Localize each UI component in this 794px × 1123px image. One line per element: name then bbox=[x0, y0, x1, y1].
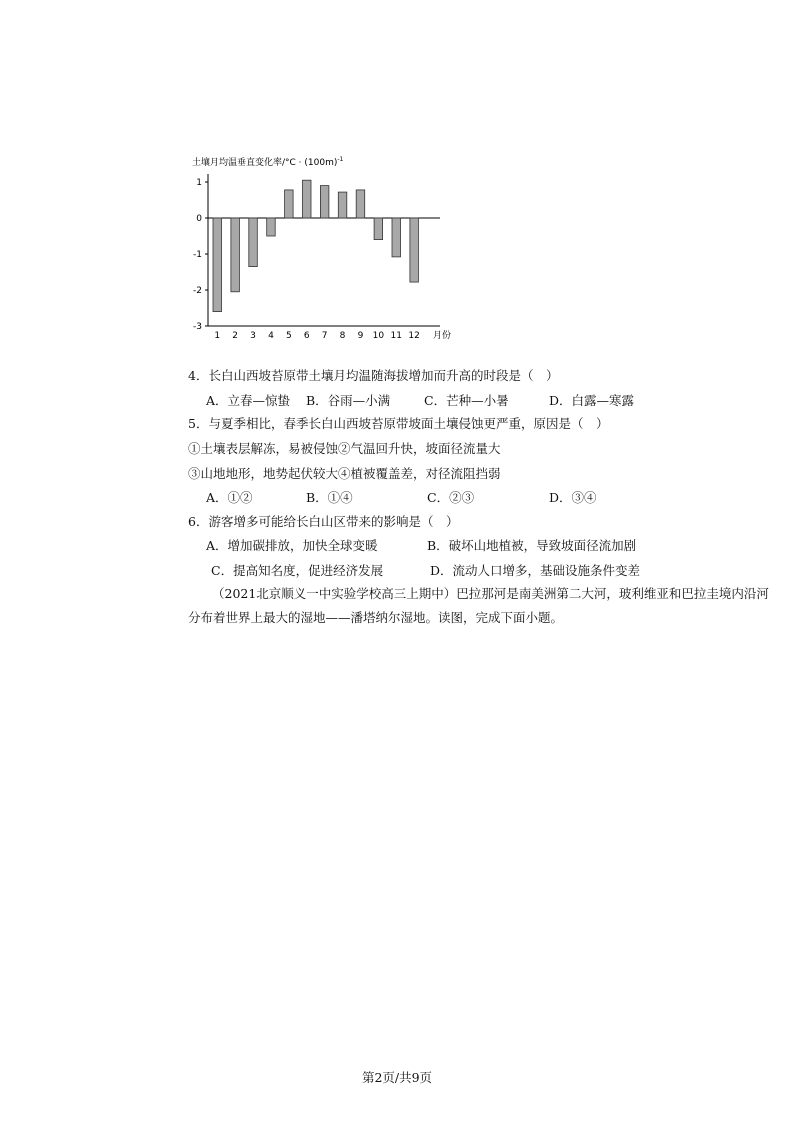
x-tick-label: 10 bbox=[372, 331, 385, 341]
question-6-stem: 6．游客增多可能给长白山区带来的影响是（ ） bbox=[188, 514, 459, 529]
page-footer: 第2页/共9页 bbox=[361, 1070, 433, 1085]
x-axis-label: 月份 bbox=[432, 331, 452, 341]
x-tick-label: 9 bbox=[357, 331, 364, 341]
bar-month-2 bbox=[231, 218, 240, 292]
bar-month-7 bbox=[320, 186, 329, 218]
q6-option-c: C．提高知名度，促进经济发展 bbox=[211, 563, 384, 578]
y-tick-label: -3 bbox=[193, 322, 202, 332]
q6-option-a: A．增加碳排放，加快全球变暖 bbox=[206, 538, 378, 553]
passage-line-2: 分布着世界上最大的湿地——潘塔纳尔湿地。读图，完成下面小题。 bbox=[188, 610, 564, 625]
x-tick-label: 4 bbox=[268, 331, 274, 341]
x-tick-label: 3 bbox=[250, 331, 256, 341]
x-tick-label: 6 bbox=[303, 331, 310, 341]
x-tick-label: 1 bbox=[214, 331, 221, 341]
bar-month-4 bbox=[267, 218, 276, 236]
bar-month-12 bbox=[410, 218, 419, 282]
x-tick-label: 8 bbox=[339, 331, 346, 341]
y-axis-label: 土壤月均温垂直变化率$/^\circ C \cdot (100m)^{-1}$ bbox=[192, 156, 344, 168]
chart-bars bbox=[213, 180, 418, 311]
bar-month-10 bbox=[374, 218, 383, 240]
x-tick-label: 5 bbox=[285, 331, 292, 341]
q4-option-d: D．白露—寒露 bbox=[549, 393, 635, 408]
soil-temperature-bar-chart bbox=[186, 150, 466, 346]
q5-option-b: B．①④ bbox=[306, 490, 353, 505]
bar-month-5 bbox=[285, 190, 294, 218]
bar-month-9 bbox=[356, 190, 365, 218]
bar-month-8 bbox=[338, 192, 347, 218]
q5-option-d: D．③④ bbox=[549, 490, 597, 505]
passage-line-1: （2021北京顺义一中实验学校高三上期中）巴拉那河是南美洲第二大河，玻利维亚和巴拉圭境内沿河 bbox=[212, 586, 769, 601]
y-tick-label: -2 bbox=[193, 286, 202, 296]
q5-option-c: C．②③ bbox=[427, 490, 475, 505]
q5-statement-line-2: ③山地地形，地势起伏较大④植被覆盖差，对径流阻挡弱 bbox=[188, 466, 501, 481]
y-tick-label: 1 bbox=[196, 178, 202, 188]
question-5-stem: 5．与夏季相比，春季长白山西坡苔原带坡面土壤侵蚀更严重，原因是（ ） bbox=[188, 416, 609, 431]
q5-option-a: A．①② bbox=[206, 490, 253, 505]
q4-option-b: B．谷雨—小满 bbox=[306, 393, 391, 408]
q4-option-c: C．芒种—小暑 bbox=[424, 393, 509, 408]
q5-statement-line-1: ①土壤表层解冻，易被侵蚀②气温回升快，坡面径流量大 bbox=[188, 441, 501, 456]
bar-month-11 bbox=[392, 218, 401, 257]
q4-option-a: A．立春—惊蛰 bbox=[206, 393, 291, 408]
y-tick-label: -1 bbox=[193, 250, 202, 260]
x-tick-label: 12 bbox=[408, 331, 420, 341]
x-tick-label: 2 bbox=[232, 331, 239, 341]
bar-month-3 bbox=[249, 218, 257, 267]
x-tick-label: 11 bbox=[390, 331, 402, 341]
reading-passage bbox=[188, 582, 769, 630]
bar-month-6 bbox=[303, 180, 312, 218]
bar-month-1 bbox=[213, 218, 222, 312]
q6-option-d: D．流动人口增多，基础设施条件变差 bbox=[430, 563, 641, 578]
question-4-stem: 4．长白山西坡苔原带土壤月均温随海拔增加而升高的时段是（ ） bbox=[188, 368, 559, 383]
x-tick-label: 7 bbox=[321, 331, 328, 341]
y-tick-label: 0 bbox=[196, 214, 202, 224]
q6-option-b: B．破坏山地植被，导致坡面径流加剧 bbox=[427, 538, 637, 553]
